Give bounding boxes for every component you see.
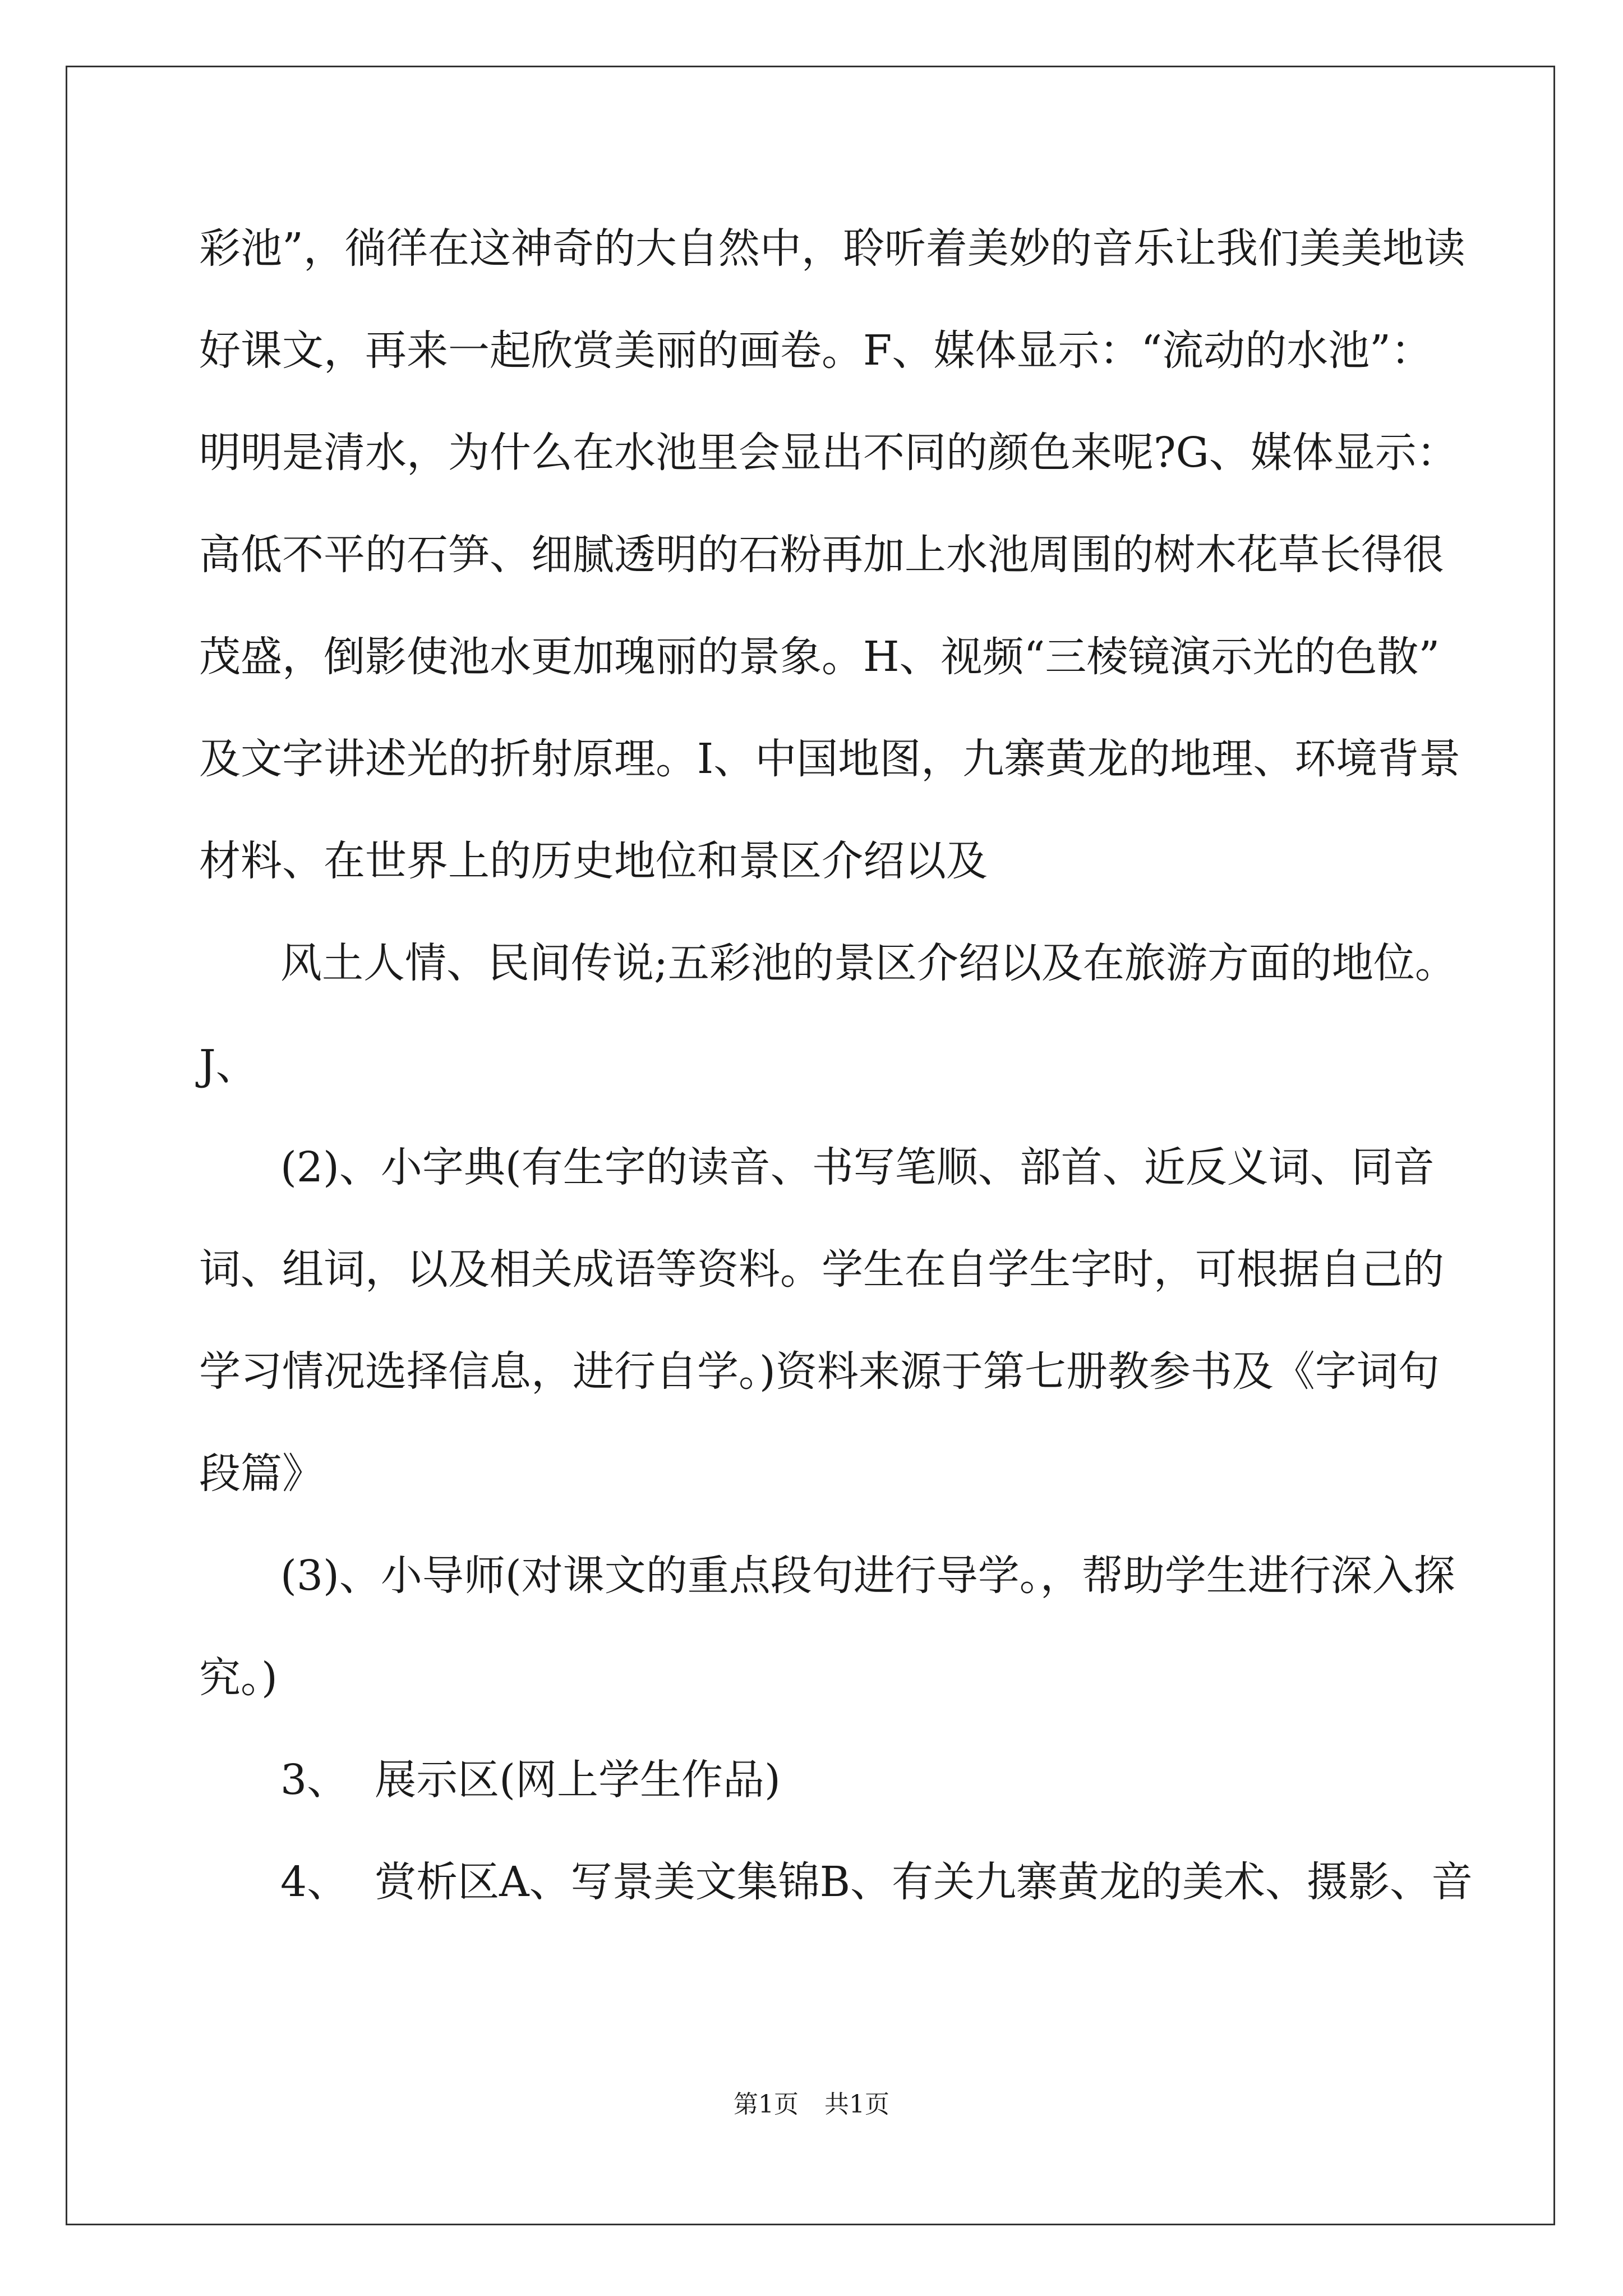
paragraph-first-line: (2)、小字典(有生字的读音、书写笔顺、部首、近反义词、同音 — [280, 1143, 1435, 1191]
text-line: 高低不平的石笋、细腻透明的石粉再加上水池周围的树木花草长得很 — [199, 531, 1444, 579]
text-line: 茂盛，倒影使池水更加瑰丽的景象。H、视频“三棱镜演示光的色散” — [199, 633, 1440, 681]
text-line: 彩池”，徜徉在这神奇的大自然中，聆听着美妙的音乐让我们美美地读 — [199, 224, 1465, 273]
text-line: 词、组词，以及相关成语等资料。学生在自学生字时，可根据自己的 — [199, 1245, 1444, 1294]
text-line: 明明是清水，为什么在水池里会显出不同的颜色来呢?G、媒体显示： — [199, 429, 1458, 477]
page-footer — [0, 2088, 1623, 2122]
text-line: 好课文，再来一起欣赏美丽的画卷。F、媒体显示：“流动的水池”： — [199, 326, 1433, 375]
text-line: 材料、在世界上的历史地位和景区介绍以及 — [199, 837, 988, 885]
text-line: 学习情况选择信息，进行自学。)资料来源于第七册教参书及《字词句 — [199, 1347, 1440, 1396]
page-number-total: 共1页 — [824, 2090, 889, 2119]
list-item-3: 3、 展示区(网上学生作品) — [280, 1756, 781, 1804]
text-line: J、 — [199, 1041, 257, 1089]
paragraph-first-line: (3)、小导师(对课文的重点段句进行导学。，帮助学生进行深入探 — [280, 1552, 1455, 1600]
paragraph-first-line: 风土人情、民间传说;五彩池的景区介绍以及在旅游方面的地位。 — [280, 939, 1456, 987]
list-item-4: 4、 赏析区A、写景美文集锦B、有关九寨黄龙的美术、摄影、音 — [280, 1858, 1473, 1906]
page-number-current: 第1页 — [734, 2090, 799, 2119]
text-line: 及文字讲述光的折射原理。I、中国地图，九寨黄龙的地理、环境背景 — [199, 735, 1461, 783]
document-body — [199, 218, 1473, 1953]
text-line: 究。) — [199, 1654, 278, 1702]
text-line: 段篇》 — [199, 1450, 324, 1498]
